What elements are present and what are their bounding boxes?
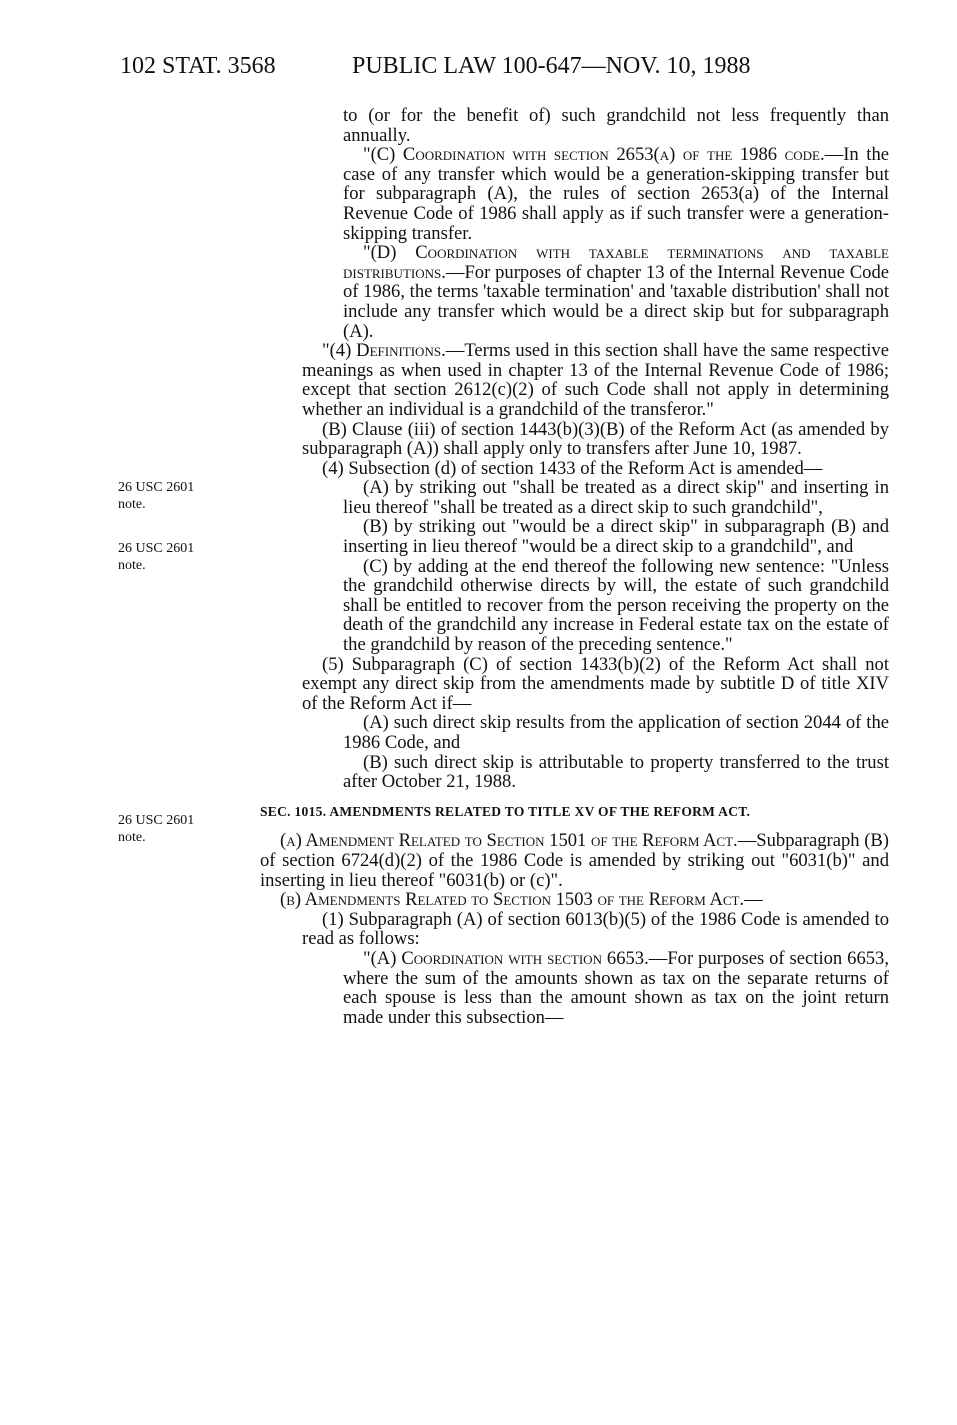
paragraph: (B) such direct skip is attributable to property transferred to the trust after October 21, 1988.: [343, 751, 889, 793]
paragraph: "(D) Coordination with taxable terminations and taxable distributions.—For purposes of chapter 13 of the Internal Revenue Code of 1986, the terms 'taxable termination' and 'taxable distribution' shall not include any transfer which would be a direct skip but for subparagraph (A).: [343, 242, 889, 342]
paragraph: "(C) Coordination with section 2653(a) of the 1986 code.—In the case of any transfer which would be a generation-skipping transfer but for subparagraph (A), the rules of section 2653(a) of the Internal Revenue Code of 1986 shall apply as if such transfer were a generation-skipping transfer.: [343, 144, 889, 244]
paragraph: (4) Subsection (d) of section 1433 of the Reform Act is amended—: [322, 457, 823, 479]
paragraph: (5) Subparagraph (C) of section 1433(b)(2) of the Reform Act shall not exempt any direct skip from the amendments made by subtitle D of title XIV of the Reform Act if—: [302, 653, 889, 714]
paragraph: to (or for the benefit of) such grandchild not less frequently than annually.: [343, 105, 889, 146]
paragraph: (B) by striking out "would be a direct skip" in subparagraph (B) and inserting in lieu thereof "would be a direct skip to a grandchild", and: [343, 516, 889, 558]
margin-note: 26 USC 2601 note.: [118, 813, 195, 845]
page-stat-citation: 102 STAT. 3568: [120, 53, 276, 79]
section-heading: SEC. 1015. AMENDMENTS RELATED TO TITLE XV OF THE REFORM ACT.: [260, 803, 751, 819]
paragraph: (B) Clause (iii) of section 1443(b)(3)(B) of the Reform Act (as amended by subparagraph (A)) shall apply only to transfers after June 10, 1987.: [302, 418, 889, 460]
paragraph: (C) by adding at the end thereof the following new sentence: "Unless the grandchild otherwise directs by will, the estate of such grandchild shall be entitled to recover from the person receiving the property on the death of the grandchild any increase in Federal estate tax on the estate of the grandchild by reason of the preceding sentence.": [343, 555, 889, 656]
paragraph: (A) by striking out "shall be treated as a direct skip" and inserting in lieu thereof "shall be treated as a direct skip to such grandchild",: [343, 477, 889, 518]
margin-note: 26 USC 2601 note.: [118, 480, 195, 512]
paragraph: (1) Subparagraph (A) of section 6013(b)(5) of the 1986 Code is amended to read as follows:: [302, 908, 889, 950]
margin-note: 26 USC 2601 note.: [118, 541, 195, 573]
body-text: [260, 105, 890, 1028]
paragraph: (b) Amendments Related to Section 1503 of the Reform Act.—: [280, 889, 763, 911]
paragraph: (A) such direct skip results from the application of section 2044 of the 1986 Code, and: [343, 712, 889, 753]
paragraph: "(A) Coordination with section 6653.—For purposes of section 6653, where the sum of the amounts shown as tax on the separate returns of each spouse is less than the amount shown as tax on the joint return made under this subsection—: [343, 947, 889, 1028]
paragraph: (a) Amendment Related to Section 1501 of the Reform Act.—Subparagraph (B) of section 6724(d)(2) of the 1986 Code is amended by striking out "6031(b)" and inserting in lieu thereof "6031(b) or (c)".: [260, 830, 890, 891]
running-head: PUBLIC LAW 100-647—NOV. 10, 1988: [352, 53, 751, 79]
paragraph: "(4) Definitions.—Terms used in this section shall have the same respective meanings as when used in chapter 13 of the Internal Revenue Code of 1986; except that section 2612(c)(2) of such Code shall not apply in determining whether an individual is a grandchild of the transferor.": [302, 340, 889, 420]
